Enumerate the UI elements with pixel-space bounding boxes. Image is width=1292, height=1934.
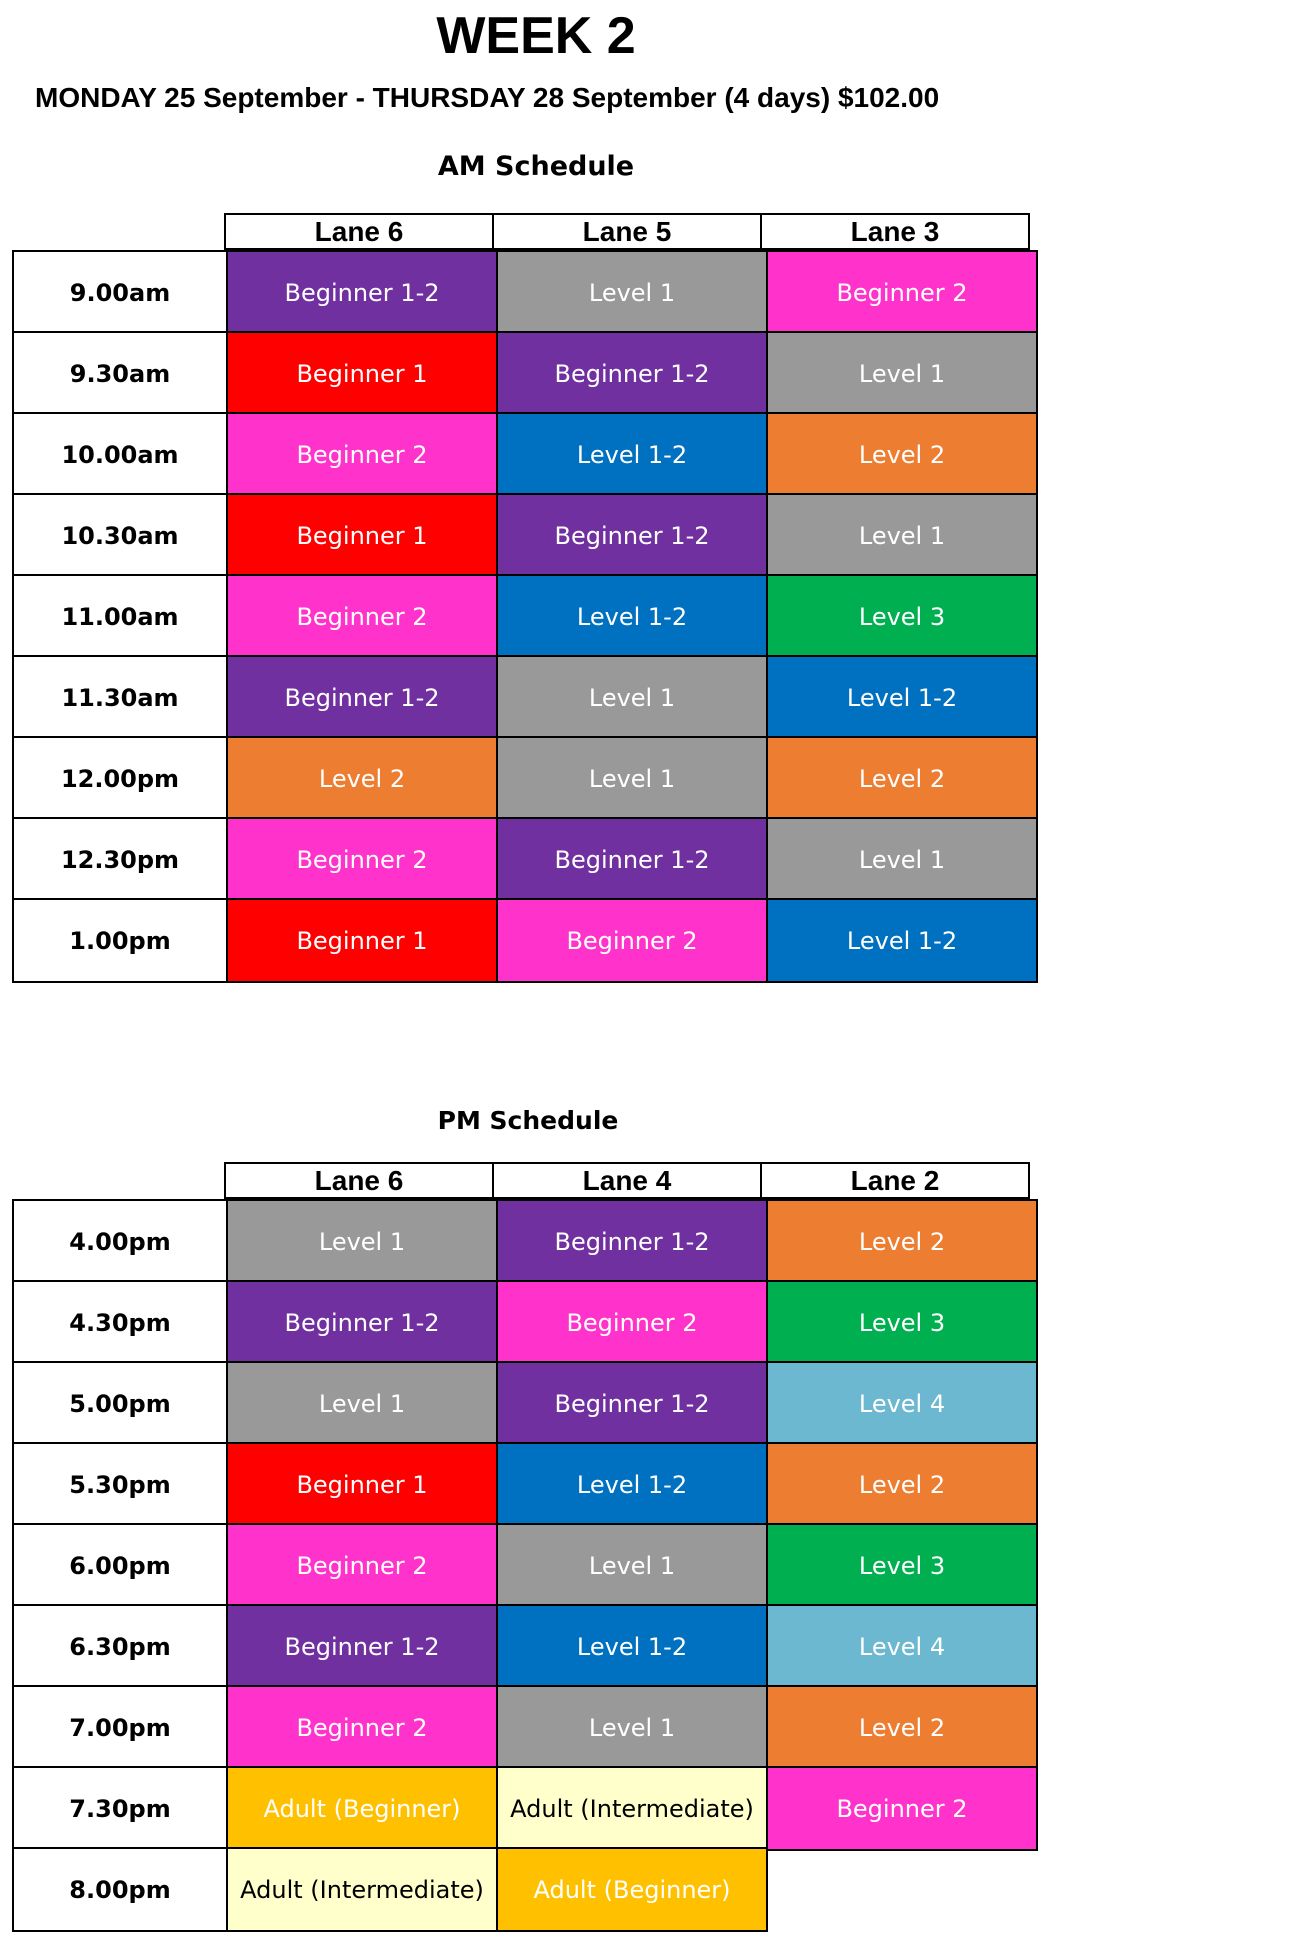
class-cell: Beginner 1-2 xyxy=(226,1280,498,1365)
class-cell: Beginner 2 xyxy=(226,1685,498,1770)
table-row xyxy=(12,493,1038,576)
table-row xyxy=(12,1361,1038,1444)
time-slot: 6.00pm xyxy=(12,1523,228,1608)
class-cell: Level 1-2 xyxy=(496,412,768,497)
class-cell: Beginner 1-2 xyxy=(496,1361,768,1446)
table-row xyxy=(12,1199,1038,1282)
pm-lane-header-row xyxy=(12,1162,1038,1199)
time-slot: 5.30pm xyxy=(12,1442,228,1527)
table-row xyxy=(12,1766,1038,1849)
class-cell: Level 1-2 xyxy=(766,655,1038,740)
class-cell: Adult (Intermediate) xyxy=(496,1766,768,1851)
class-cell: Level 1 xyxy=(766,331,1038,416)
table-row xyxy=(12,817,1038,900)
class-cell: Level 1-2 xyxy=(766,898,1038,983)
class-cell: Level 2 xyxy=(766,1199,1038,1284)
date-range-subtitle: MONDAY 25 September - THURSDAY 28 September (4 days) $102.00 xyxy=(35,82,940,113)
class-cell: Beginner 2 xyxy=(766,250,1038,335)
time-slot: 4.30pm xyxy=(12,1280,228,1365)
class-cell: Level 3 xyxy=(766,574,1038,659)
lane-header: Lane 5 xyxy=(492,213,762,250)
time-slot: 10.30am xyxy=(12,493,228,578)
class-cell: Beginner 2 xyxy=(766,1766,1038,1851)
pm-schedule-table xyxy=(12,1162,1038,1930)
class-cell: Level 1 xyxy=(226,1361,498,1446)
class-cell: Beginner 2 xyxy=(496,898,768,983)
class-cell: Beginner 2 xyxy=(226,817,498,902)
lane-header: Lane 6 xyxy=(224,1162,494,1199)
class-cell: Level 1 xyxy=(496,655,768,740)
class-cell: Beginner 2 xyxy=(226,574,498,659)
time-slot: 11.00am xyxy=(12,574,228,659)
page-title: WEEK 2 xyxy=(436,7,636,65)
table-row xyxy=(12,1442,1038,1525)
class-cell: Beginner 1-2 xyxy=(496,331,768,416)
header-blank xyxy=(12,213,226,250)
class-cell: Level 3 xyxy=(766,1280,1038,1365)
class-cell: Level 1-2 xyxy=(496,1442,768,1527)
empty-cell xyxy=(766,1847,1038,1932)
table-row xyxy=(12,1847,1038,1930)
class-cell: Adult (Beginner) xyxy=(226,1766,498,1851)
lane-header: Lane 6 xyxy=(224,213,494,250)
class-cell: Beginner 2 xyxy=(496,1280,768,1365)
class-cell: Level 1 xyxy=(766,493,1038,578)
class-cell: Beginner 1 xyxy=(226,1442,498,1527)
lane-header: Lane 2 xyxy=(760,1162,1030,1199)
am-lane-header-row xyxy=(12,213,1038,250)
time-slot: 7.30pm xyxy=(12,1766,228,1851)
class-cell: Level 1 xyxy=(226,1199,498,1284)
class-cell: Level 1-2 xyxy=(496,1604,768,1689)
time-slot: 7.00pm xyxy=(12,1685,228,1770)
class-cell: Level 1 xyxy=(496,1523,768,1608)
class-cell: Beginner 2 xyxy=(226,412,498,497)
table-row xyxy=(12,250,1038,333)
class-cell: Level 2 xyxy=(766,412,1038,497)
am-rows xyxy=(12,250,1038,981)
class-cell: Level 1 xyxy=(766,817,1038,902)
time-slot: 11.30am xyxy=(12,655,228,740)
table-row xyxy=(12,1280,1038,1363)
class-cell: Beginner 1-2 xyxy=(226,250,498,335)
class-cell: Beginner 1 xyxy=(226,898,498,983)
class-cell: Beginner 1 xyxy=(226,493,498,578)
class-cell: Beginner 1-2 xyxy=(496,817,768,902)
table-row xyxy=(12,898,1038,981)
table-row xyxy=(12,736,1038,819)
table-row xyxy=(12,655,1038,738)
class-cell: Beginner 1-2 xyxy=(496,1199,768,1284)
lane-header: Lane 3 xyxy=(760,213,1030,250)
time-slot: 9.30am xyxy=(12,331,228,416)
am-schedule-title: AM Schedule xyxy=(437,151,635,182)
class-cell: Beginner 1 xyxy=(226,331,498,416)
time-slot: 9.00am xyxy=(12,250,228,335)
class-cell: Level 4 xyxy=(766,1361,1038,1446)
time-slot: 12.30pm xyxy=(12,817,228,902)
time-slot: 6.30pm xyxy=(12,1604,228,1689)
class-cell: Adult (Intermediate) xyxy=(226,1847,498,1932)
class-cell: Level 2 xyxy=(226,736,498,821)
class-cell: Level 4 xyxy=(766,1604,1038,1689)
class-cell: Beginner 1-2 xyxy=(226,1604,498,1689)
class-cell: Level 2 xyxy=(766,1442,1038,1527)
class-cell: Level 1 xyxy=(496,1685,768,1770)
class-cell: Level 2 xyxy=(766,1685,1038,1770)
time-slot: 12.00pm xyxy=(12,736,228,821)
header-blank xyxy=(12,1162,226,1199)
table-row xyxy=(12,331,1038,414)
lane-header: Lane 4 xyxy=(492,1162,762,1199)
table-row xyxy=(12,574,1038,657)
table-row xyxy=(12,1685,1038,1768)
class-cell: Level 2 xyxy=(766,736,1038,821)
class-cell: Beginner 2 xyxy=(226,1523,498,1608)
pm-schedule-title: PM Schedule xyxy=(437,1106,619,1135)
time-slot: 4.00pm xyxy=(12,1199,228,1284)
class-cell: Beginner 1-2 xyxy=(226,655,498,740)
class-cell: Level 1 xyxy=(496,736,768,821)
time-slot: 10.00am xyxy=(12,412,228,497)
pm-rows xyxy=(12,1199,1038,1930)
table-row xyxy=(12,1604,1038,1687)
class-cell: Beginner 1-2 xyxy=(496,493,768,578)
class-cell: Level 1 xyxy=(496,250,768,335)
am-schedule-table xyxy=(12,213,1038,981)
table-row xyxy=(12,1523,1038,1606)
time-slot: 8.00pm xyxy=(12,1847,228,1932)
table-row xyxy=(12,412,1038,495)
time-slot: 1.00pm xyxy=(12,898,228,983)
class-cell: Level 1-2 xyxy=(496,574,768,659)
class-cell: Level 3 xyxy=(766,1523,1038,1608)
time-slot: 5.00pm xyxy=(12,1361,228,1446)
class-cell: Adult (Beginner) xyxy=(496,1847,768,1932)
